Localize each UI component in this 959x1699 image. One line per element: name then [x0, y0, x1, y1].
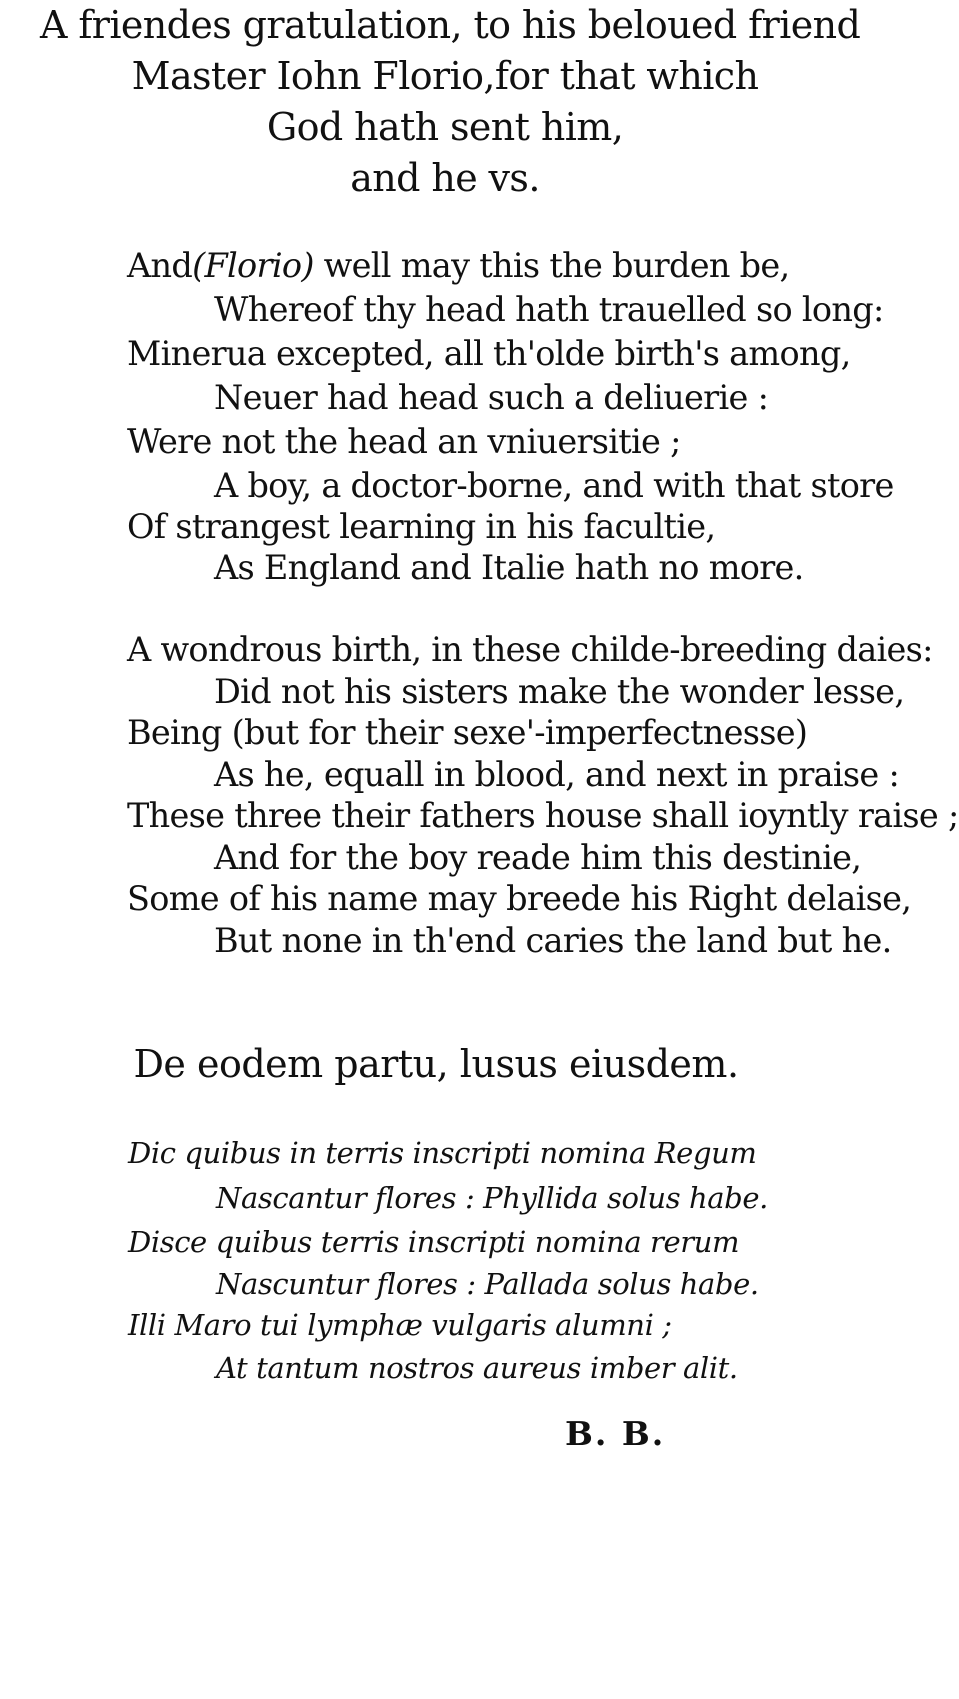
latin-line-4: Nascuntur flores : Pallada solus habe. [216, 1267, 759, 1301]
heading-line-4: and he vs. [350, 156, 540, 200]
latin-line-5: Illi Maro tui lymphæ vulgaris alumni ; [128, 1308, 672, 1342]
florio-name: (Florio) [192, 246, 314, 285]
latin-line-2: Nascantur flores : Phyllida solus habe. [216, 1181, 768, 1215]
heading-line-2: Master Iohn Florio,for that which [131, 54, 759, 98]
stanza1-line-8: As England and Italie hath no more. [214, 548, 804, 587]
stanza2-line-8: But none in th'end caries the land but he. [214, 921, 892, 960]
stanza1-line-4: Neuer had head such a deliuerie : [214, 378, 769, 417]
stanza1-line-5: Were not the head an vniuersitie ; [127, 422, 681, 461]
stanza1-line-1 [127, 246, 790, 286]
stanza2-line-4: As he, equall in blood, and next in praise : [214, 755, 900, 794]
stanza1-line-6: A boy, a doctor-borne, and with that store [214, 466, 894, 505]
stanza1-line-2: Whereof thy head hath trauelled so long: [214, 290, 884, 329]
latin-heading: De eodem partu, lusus eiusdem. [133, 1042, 739, 1086]
stanza1-line-1-end: well may this the burden be, [313, 246, 790, 285]
stanza1-line-7: Of strangest learning in his facultie, [127, 507, 716, 546]
author-initials: B. B. [565, 1414, 666, 1453]
stanza2-line-1: A wondrous birth, in these childe-breeding daies: [127, 630, 933, 669]
stanza2-line-7: Some of his name may breede his Right delaise, [127, 879, 912, 918]
latin-line-6: At tantum nostros aureus imber alit. [216, 1351, 738, 1385]
stanza2-line-6: And for the boy reade him this destinie, [214, 838, 862, 877]
heading-line-1: A friendes gratulation, to his beloued friend [40, 3, 861, 47]
stanza2-line-2: Did not his sisters make the wonder lesse, [214, 672, 905, 711]
latin-line-1: Dic quibus in terris inscripti nomina Regum [128, 1136, 757, 1170]
stanza1-line-3: Minerua excepted, all th'olde birth's among, [127, 334, 851, 373]
poem-heading [40, 0, 861, 204]
stanza2-line-5: These three their fathers house shall ioyntly raise ; [127, 796, 959, 835]
heading-line-3: God hath sent him, [266, 105, 624, 149]
stanza1-line-1-start: And [127, 246, 193, 285]
latin-line-3: Disce quibus terris inscripti nomina rerum [128, 1225, 740, 1259]
stanza2-line-3: Being (but for their sexe'-imperfectnesse) [127, 713, 808, 752]
